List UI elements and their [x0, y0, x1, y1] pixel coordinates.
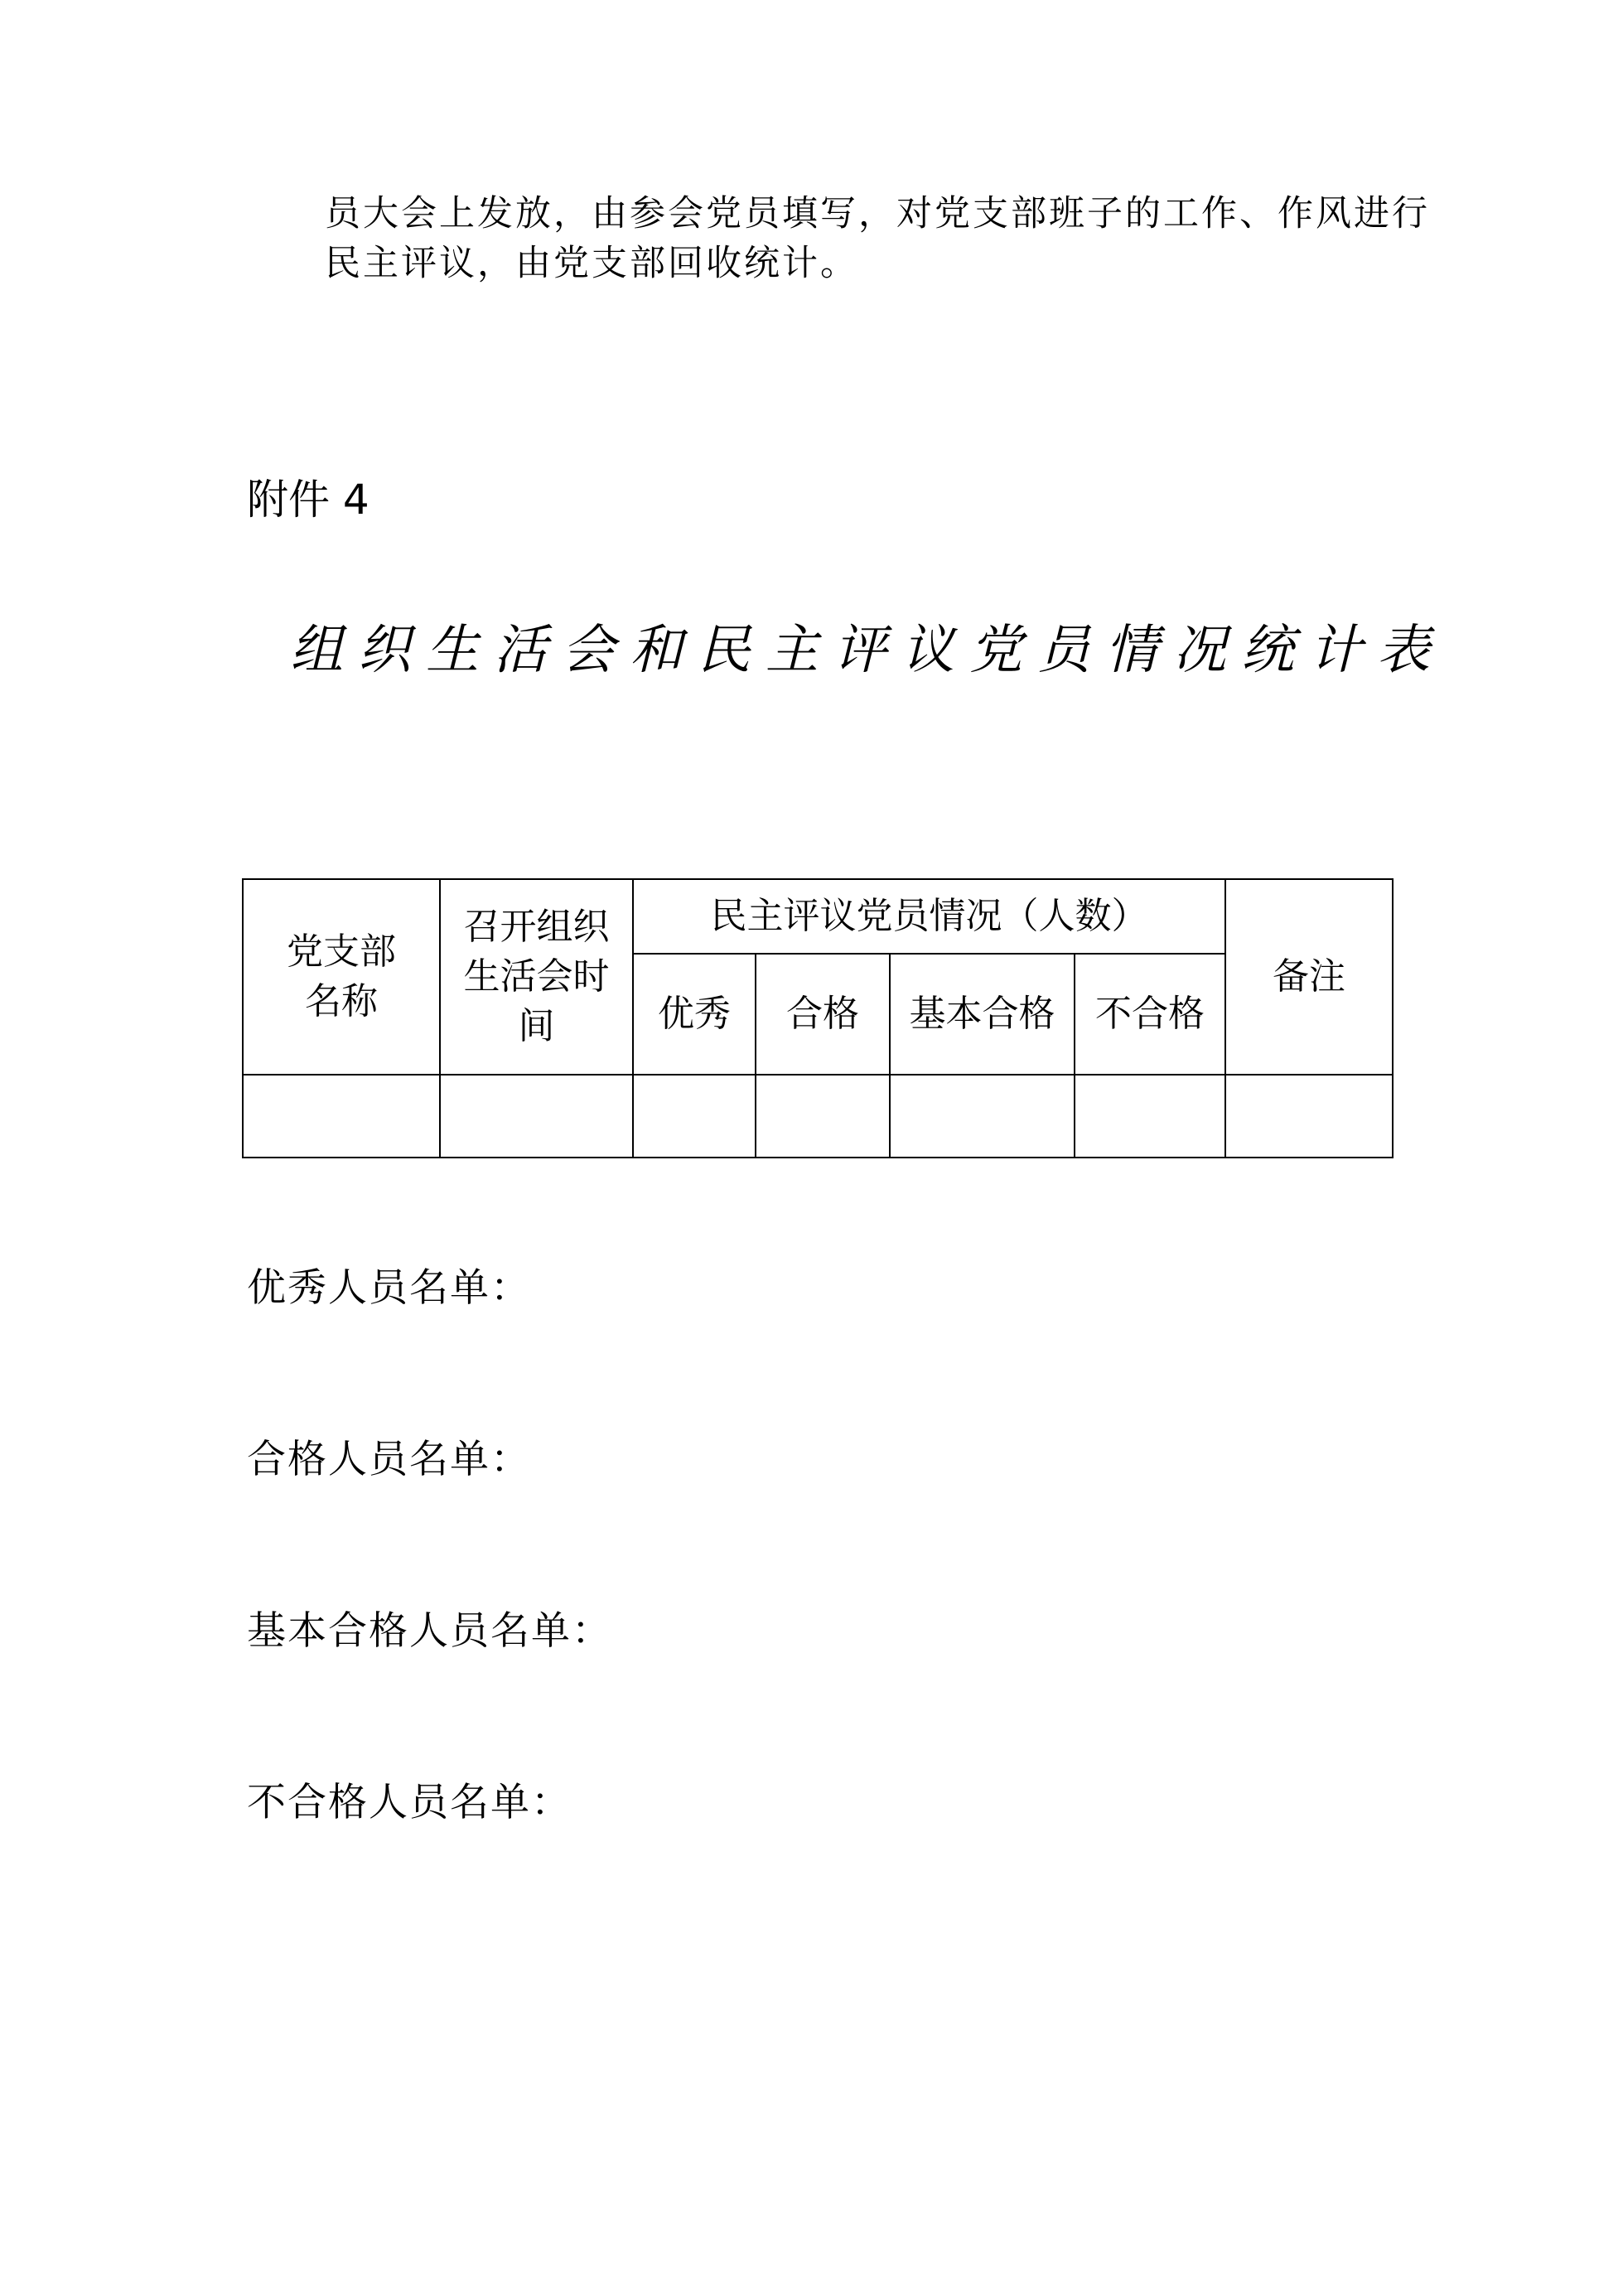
header-row-1 [243, 879, 1393, 954]
annex-label: 附件 4 [247, 476, 370, 524]
cell-qualified[interactable] [756, 1075, 890, 1158]
qualified-list-label: 合格人员名单： [247, 1437, 531, 1482]
header-meeting-line-1: 召开组织 [463, 906, 610, 948]
cell-remarks[interactable] [1225, 1075, 1393, 1158]
cell-basically-qualified[interactable] [890, 1075, 1075, 1158]
header-unqualified: 不合格 [1075, 954, 1225, 1075]
intro-line-2: 民主评议，由党支部回收统计。 [325, 243, 858, 284]
header-excellent: 优秀 [633, 954, 756, 1075]
intro-line-1: 员大会上发放，由参会党员填写，对党支部班子的工作、作风进行 [325, 193, 1430, 234]
header-branch-line-2: 名称 [305, 980, 378, 1022]
header-branch-line-1: 党支部 [287, 930, 396, 973]
cell-meeting-time[interactable] [440, 1075, 633, 1158]
unqualified-list-label: 不合格人员名单： [247, 1780, 572, 1825]
cell-unqualified[interactable] [1075, 1075, 1225, 1158]
statistics-table [242, 878, 1394, 1158]
header-basically-qualified: 基本合格 [890, 954, 1075, 1075]
header-meeting-time [440, 879, 633, 1075]
header-remarks: 备注 [1225, 879, 1393, 1075]
cell-branch-name[interactable] [243, 1075, 440, 1158]
basically-qualified-list-label: 基本合格人员名单： [247, 1608, 612, 1654]
header-meeting-line-3: 间 [518, 1005, 555, 1047]
page-title: 组织生活会和民主评议党员情况统计表 [290, 620, 1445, 681]
cell-excellent[interactable] [633, 1075, 756, 1158]
header-branch-name [243, 879, 440, 1075]
header-meeting-line-2: 生活会时 [463, 955, 610, 998]
header-qualified: 合格 [756, 954, 890, 1075]
excellent-list-label: 优秀人员名单： [247, 1265, 531, 1311]
header-evaluation-group: 民主评议党员情况（人数） [633, 879, 1225, 954]
table-row [243, 1075, 1393, 1158]
intro-paragraph [325, 189, 1430, 288]
